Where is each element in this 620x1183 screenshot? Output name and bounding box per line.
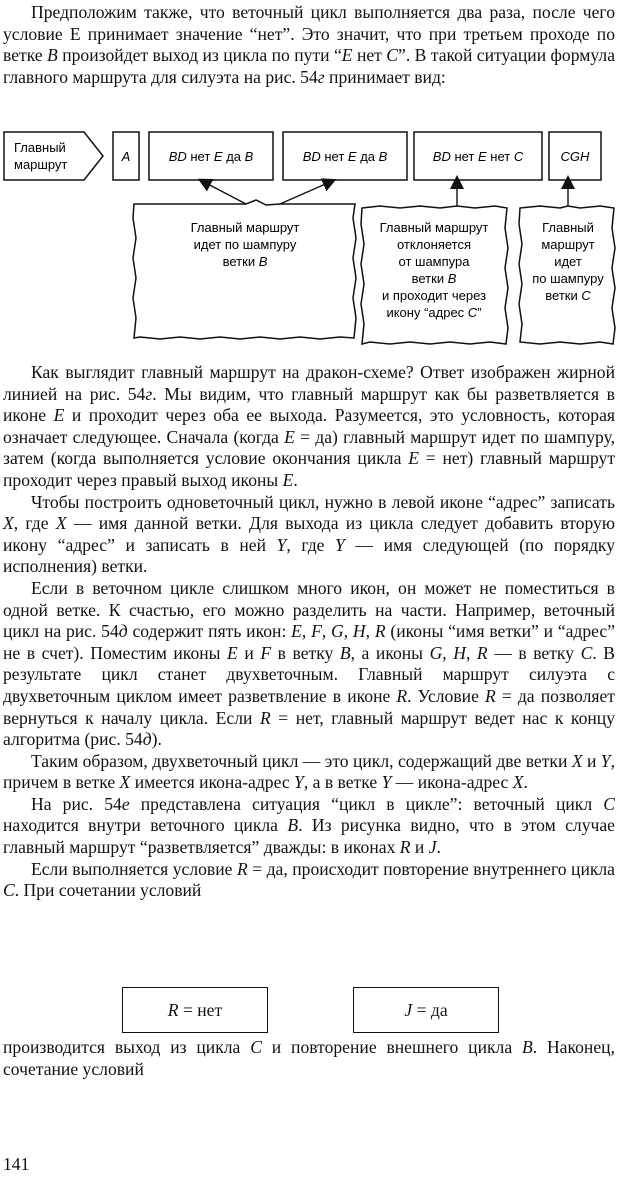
page-number: 141 [3, 1154, 30, 1174]
callout-2-line-2: отклоняется [396, 237, 472, 252]
callout-3-line-4: по шампуру [532, 271, 604, 286]
formula-box-3-text: BD нет E нет C [432, 149, 524, 164]
text-middle [3, 362, 615, 902]
arrow-callout1-to-box1 [204, 182, 246, 204]
callout-3-line-2: маршрут [541, 237, 595, 252]
paragraph-main-route: Как выглядит главный маршрут на дракон-схеме? Ответ изображен жирной линией на рис. 54г. Мы видим, что главный маршрут как бы разветвляется в иконе Е и проходит через оба ее выхода. Разумеется, это условность, которая означает следующее. Сначала (когда Е = да) главный маршрут идет по шампуру, затем (когда выполняется условие окончания цикла Е = нет) главный маршрут проходит через правый выход иконы Е. [3, 362, 616, 490]
formula-box-a-text: A [121, 149, 131, 164]
condition-box-j: J = да [353, 987, 499, 1033]
paragraph-exit-cycle: производится выход из цикла С и повторение внешнего цикла В. Наконец, сочетание условий [3, 1037, 615, 1079]
formula-box-1-text: BD нет E да B [168, 149, 254, 164]
paragraph-intro: Предположим также, что веточный цикл выполняется два раза, после чего условие Е принимает значение “нет”. Это значит, что при третьем проходе по ветке В произойдет выход из цикла по пути “Е нет С”. В такой ситуации формула главного маршрута для силуэта на рис. 54г принимает вид: [3, 2, 615, 87]
callout-2-line-5: и проходит через [381, 288, 487, 303]
text-bottom [3, 1037, 615, 1080]
callout-2-line-3: от шампура [398, 254, 470, 269]
callout-3-line-5: ветки C [545, 288, 591, 303]
callout-2-line-4: ветки B [411, 271, 457, 286]
callout-1-line-1: Главный маршрут [190, 220, 300, 235]
arrow-callout1-to-box2 [280, 182, 330, 204]
main-route-label-2: маршрут [14, 157, 68, 172]
callout-2-line-1: Главный маршрут [379, 220, 489, 235]
callout-3-line-3: идет [554, 254, 582, 269]
main-route-label-1: Главный [14, 140, 66, 155]
paragraph-cycle-in-cycle: На рис. 54е представлена ситуация “цикл в цикле”: веточный цикл С находится внутри веточного цикла В. Из рисунка видно, что в этом случае главный маршрут “разветвляется” дважды: в иконах R и J. [3, 793, 615, 858]
paragraph-condition-intro: Если выполняется условие R = да, происходит повторение внутреннего цикла С. При сочетании условий [3, 858, 615, 901]
callout-1-line-2: идет по шампуру [193, 237, 297, 252]
paragraph-two-branch-cycle: Таким образом, двухветочный цикл — это цикл, содержащий две ветки X и Y, причем в ветке X имеется икона-адрес Y, а в ветке Y — икона-адрес X. [3, 750, 615, 793]
callout-3-line-1: Главный [542, 220, 594, 235]
text-top [3, 2, 615, 88]
callout-1-line-3: ветки B [222, 254, 268, 269]
callout-2-line-6: икону “адрес C” [386, 305, 482, 320]
condition-box-r: R = нет [122, 987, 268, 1033]
formula-box-2-text: BD нет E да B [302, 149, 388, 164]
paragraph-one-branch-cycle: Чтобы построить одноветочный цикл, нужно в левой иконе “адрес” записать Х, где Х — имя данной ветки. Для выхода из цикла следует добавить вторую икону “адрес” и записать в ней Y, где Y — имя следующей (по порядку исполнения) ветки. [3, 491, 616, 577]
paragraph-many-icons: Если в веточном цикле слишком много икон, он может не поместиться в одной ветке. К счастью, его можно разделить на части. Например, веточный цикл на рис. 54д содержит пять икон: E, F, G, H, R (иконы “имя ветки” и “адрес” не в счет). Поместим иконы E и F в ветку B, а иконы G, H, R — в ветку C. В результате цикл станет двухветочным. Главный маршрут силуэта с двухветочным циклом имеет разветвление в иконе R. Условие R = да позволяет вернуться к началу цикла. Если R = нет, главный маршрут ведет нас к концу алгоритма (рис. 54д). [3, 577, 616, 750]
formula-box-cgh-text: CGH [560, 149, 590, 164]
